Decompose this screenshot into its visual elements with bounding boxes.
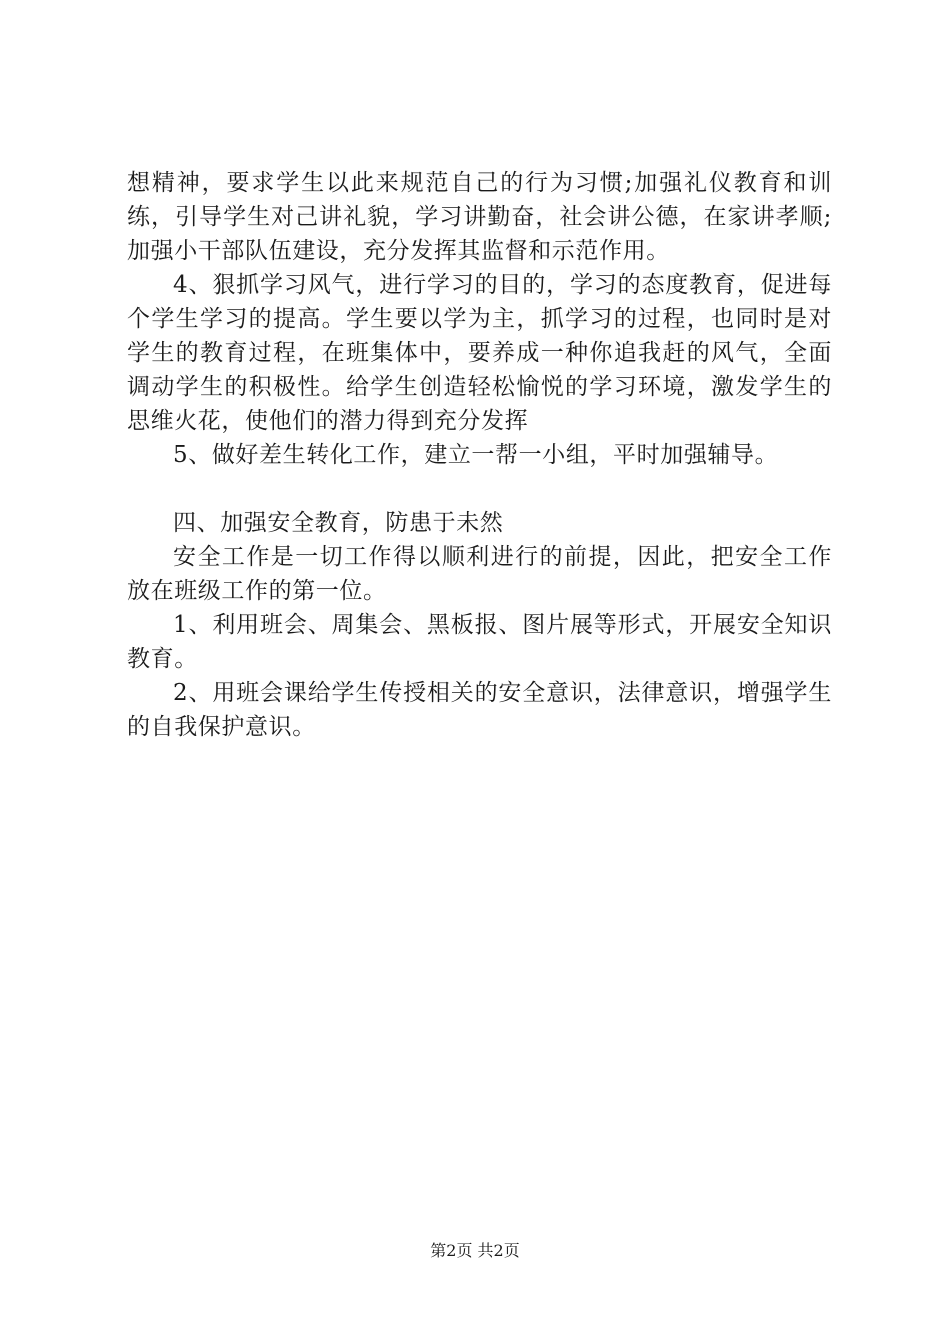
page-number-footer: 第2页 共2页 — [430, 1241, 520, 1260]
paragraph-continuation: 想精神，要求学生以此来规范自己的行为习惯;加强礼仪教育和训练，引导学生对己讲礼貌，学习讲勤奋，社会讲公德，在家讲孝顺;加强小干部队伍建设，充分发挥其监督和示范作用。 — [127, 170, 832, 264]
paragraph-item-1: 1、利用班会、周集会、黑板报、图片展等形式，开展安全知识教育。 — [127, 612, 832, 672]
paragraph-item-4: 4、狠抓学习风气，进行学习的目的，学习的态度教育，促进每个学生学习的提高。学生要以学为主，抓学习的过程，也同时是对学生的教育过程，在班集体中，要养成一种你追我赶的风气，全面调动学生的积极性。给学生创造轻松愉悦的学习环境，激发学生的思维火花，使他们的潜力得到充分发挥 — [127, 272, 832, 434]
paragraph-item-5: 5、做好差生转化工作，建立一帮一小组，平时加强辅导。 — [173, 442, 779, 468]
paragraph-intro: 安全工作是一切工作得以顺利进行的前提，因此，把安全工作放在班级工作的第一位。 — [127, 544, 832, 604]
section-heading: 四、加强安全教育，防患于未然 — [173, 510, 504, 536]
document-body — [127, 166, 832, 744]
paragraph-item-2: 2、用班会课给学生传授相关的安全意识，法律意识，增强学生的自我保护意识。 — [127, 680, 832, 740]
